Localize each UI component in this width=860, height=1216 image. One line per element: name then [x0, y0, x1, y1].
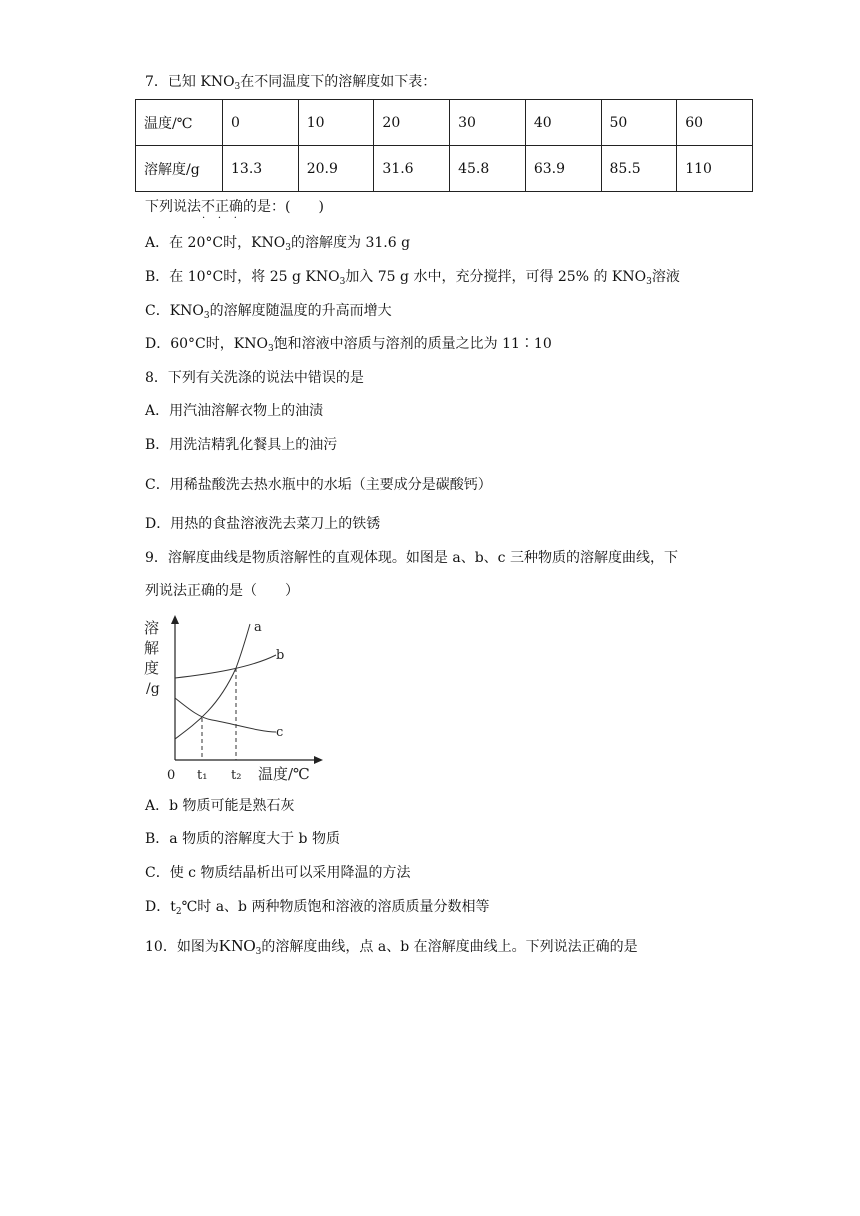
- t2-label: t₂: [231, 768, 242, 783]
- solubility-curve-graph: [140, 612, 330, 788]
- table-row: [136, 146, 753, 192]
- table-cell: 10: [298, 100, 374, 146]
- table-header-temperature: 温度/℃: [136, 100, 223, 146]
- q9-option-c: C．使 c 物质结晶析出可以采用降温的方法: [145, 865, 411, 881]
- table-cell: 110: [677, 146, 753, 192]
- table-header-solubility: 溶解度/g: [136, 146, 223, 192]
- table-cell: 60: [677, 100, 753, 146]
- q7-option-a: A．在 20°C时，$KNO_3$的溶解度为 31.6 g: [145, 235, 411, 253]
- q9-option-a: A．b 物质可能是熟石灰: [145, 798, 295, 814]
- emphasis-dots: · · ·: [202, 213, 237, 224]
- curve-c-label: c: [276, 725, 284, 740]
- table-row: [136, 100, 753, 146]
- table-cell: 0: [223, 100, 299, 146]
- y-label-4: /g: [146, 681, 160, 697]
- q10-title: 10．如图为$KNO_3$的溶解度曲线，点 a、b 在溶解度曲线上。下列说法正确的是: [145, 936, 638, 957]
- table-cell: 20: [374, 100, 450, 146]
- y-label-3: 度: [144, 659, 160, 677]
- x-axis-label: 温度/℃: [258, 765, 310, 783]
- q8-option-b: B．用洗洁精乳化餐具上的油污: [145, 437, 338, 453]
- y-axis-arrow-icon: [171, 615, 179, 624]
- q9-option-b: B．a 物质的溶解度大于 b 物质: [145, 831, 340, 847]
- q8-option-c: C．用稀盐酸洗去热水瓶中的水垢（主要成分是碳酸钙）: [145, 477, 492, 493]
- q7-prompt: 下列说法不正确的是：( ): [145, 199, 324, 215]
- q8-option-a: A．用汽油溶解衣物上的油渍: [145, 403, 324, 419]
- t1-label: t₁: [197, 768, 208, 783]
- solubility-table: [135, 99, 753, 192]
- y-label-1: 溶: [144, 619, 160, 637]
- table-cell: 31.6: [374, 146, 450, 192]
- table-cell: 63.9: [525, 146, 601, 192]
- q7-title: 7．已知 $KNO_3$在不同温度下的溶解度如下表：: [145, 74, 437, 92]
- curve-a-label: a: [254, 620, 262, 635]
- q9-title-line1: 9．溶解度曲线是物质溶解性的直观体现。如图是 a、b、c 三种物质的溶解度曲线，下: [145, 550, 678, 566]
- table-cell: 20.9: [298, 146, 374, 192]
- q8-option-d: D．用热的食盐溶液洗去菜刀上的铁锈: [145, 516, 381, 532]
- table-cell: 85.5: [601, 146, 677, 192]
- q9-title-line2: 列说法正确的是（ ）: [145, 583, 299, 599]
- origin-label: 0: [167, 768, 176, 783]
- table-cell: 30: [450, 100, 526, 146]
- q9-option-d: D．$t_2℃$时 a、b 两种物质饱和溶液的溶质质量分数相等: [145, 899, 490, 917]
- curve-b-label: b: [276, 648, 285, 663]
- table-cell: 13.3: [223, 146, 299, 192]
- curve-b: [175, 655, 276, 678]
- q7-option-c: C．$KNO_3$的溶解度随温度的升高而增大: [145, 303, 392, 321]
- q8-title: 8．下列有关洗涤的说法中错误的是: [145, 370, 364, 386]
- y-label-2: 解: [144, 639, 160, 657]
- q7-option-d: D．60°C时，$KNO_3$饱和溶液中溶质与溶剂的质量之比为 11∶10: [145, 336, 552, 354]
- q7-option-b: B．在 10°C时，将 25 g $KNO_3$加入 75 g 水中，充分搅拌，可得 25% 的 $KNO_3$溶液: [145, 269, 680, 287]
- table-cell: 45.8: [450, 146, 526, 192]
- table-cell: 50: [601, 100, 677, 146]
- x-axis-arrow-icon: [314, 756, 323, 764]
- table-cell: 40: [525, 100, 601, 146]
- curve-a: [175, 624, 250, 739]
